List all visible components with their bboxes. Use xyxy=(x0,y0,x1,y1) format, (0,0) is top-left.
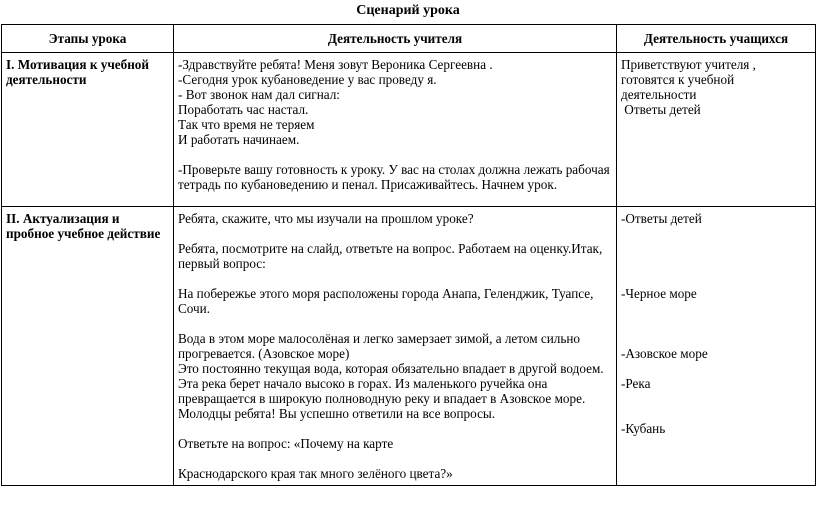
lesson-scenario-table xyxy=(1,24,816,486)
student-line: -Река xyxy=(621,376,651,391)
spacer xyxy=(621,271,811,286)
spacer xyxy=(621,241,811,256)
teacher-activity-cell xyxy=(174,207,617,486)
spacer xyxy=(621,256,811,271)
teacher-line: Поработать час настал. xyxy=(178,102,309,117)
spacer xyxy=(178,316,612,331)
stage-cell: I. Мотивация к учебной деятельности xyxy=(2,53,174,207)
teacher-line: Так что время не теряем xyxy=(178,117,315,132)
teacher-line: Ответьте на вопрос: «Почему на карте xyxy=(178,436,394,451)
spacer xyxy=(178,147,612,162)
student-activity-cell xyxy=(617,53,816,207)
teacher-line: -Проверьте вашу готовность к уроку. У вас на столах должна лежать рабочая тетрадь по кубановедению и пенал. Присаживайтесь. Начнем урок. xyxy=(178,162,610,192)
table-header-row xyxy=(2,25,816,53)
header-teacher-activity: Деятельность учителя xyxy=(174,25,617,53)
student-line: -Черное море xyxy=(621,286,697,301)
teacher-line: - Вот звонок нам дал сигнал: xyxy=(178,87,340,102)
spacer xyxy=(621,331,811,346)
student-line: -Кубань xyxy=(621,421,666,436)
stage-cell: II. Актуализация и пробное учебное действие xyxy=(2,207,174,486)
document-title: Сценарий урока xyxy=(356,3,460,18)
teacher-line: -Здравствуйте ребята! Меня зовут Вероника Сергеевна . xyxy=(178,57,493,72)
spacer xyxy=(621,316,811,331)
spacer xyxy=(621,391,811,406)
teacher-line: Молодцы ребята! Вы успешно ответили на все вопросы. xyxy=(178,406,496,421)
table-row-actualization xyxy=(2,207,816,486)
spacer xyxy=(621,226,811,241)
teacher-line: -Сегодня урок кубановедение у вас проведу я. xyxy=(178,72,437,87)
student-activity-cell xyxy=(617,207,816,486)
spacer xyxy=(178,271,612,286)
teacher-line: Эта река берет начало высоко в горах. Из маленького ручейка она превращается в широкую полноводную реку и впадает в Азовское море. xyxy=(178,376,586,406)
teacher-activity-cell xyxy=(174,53,617,207)
spacer xyxy=(178,226,612,241)
header-student-activity: Деятельность учащихся xyxy=(617,25,816,53)
student-line: Ответы детей xyxy=(621,102,701,117)
student-line: Приветствуют учителя , готовятся к учебной деятельности xyxy=(621,57,760,102)
header-stages: Этапы урока xyxy=(2,25,174,53)
teacher-line: Вода в этом море малосолёная и легко замерзает зимой, а летом сильно прогревается. (Азовское море) xyxy=(178,331,581,361)
teacher-line: Ребята, скажите, что мы изучали на прошлом уроке? xyxy=(178,211,474,226)
spacer xyxy=(178,421,612,436)
teacher-line: Ребята, посмотрите на слайд, ответьте на вопрос. Работаем на оценку.Итак, первый вопрос: xyxy=(178,241,603,271)
teacher-line: Краснодарского края так много зелёного цвета?» xyxy=(178,466,453,481)
teacher-line: И работать начинаем. xyxy=(178,132,300,147)
spacer xyxy=(621,301,811,316)
teacher-line: Это постоянно текущая вода, которая обязательно впадает в другой водоем. xyxy=(178,361,604,376)
table-row-motivation xyxy=(2,53,816,207)
student-line: -Азовское море xyxy=(621,346,708,361)
student-line: -Ответы детей xyxy=(621,211,702,226)
spacer xyxy=(621,406,811,421)
spacer xyxy=(621,361,811,376)
spacer xyxy=(178,451,612,466)
teacher-line: На побережье этого моря расположены города Анапа, Геленджик, Туапсе, Сочи. xyxy=(178,286,594,316)
